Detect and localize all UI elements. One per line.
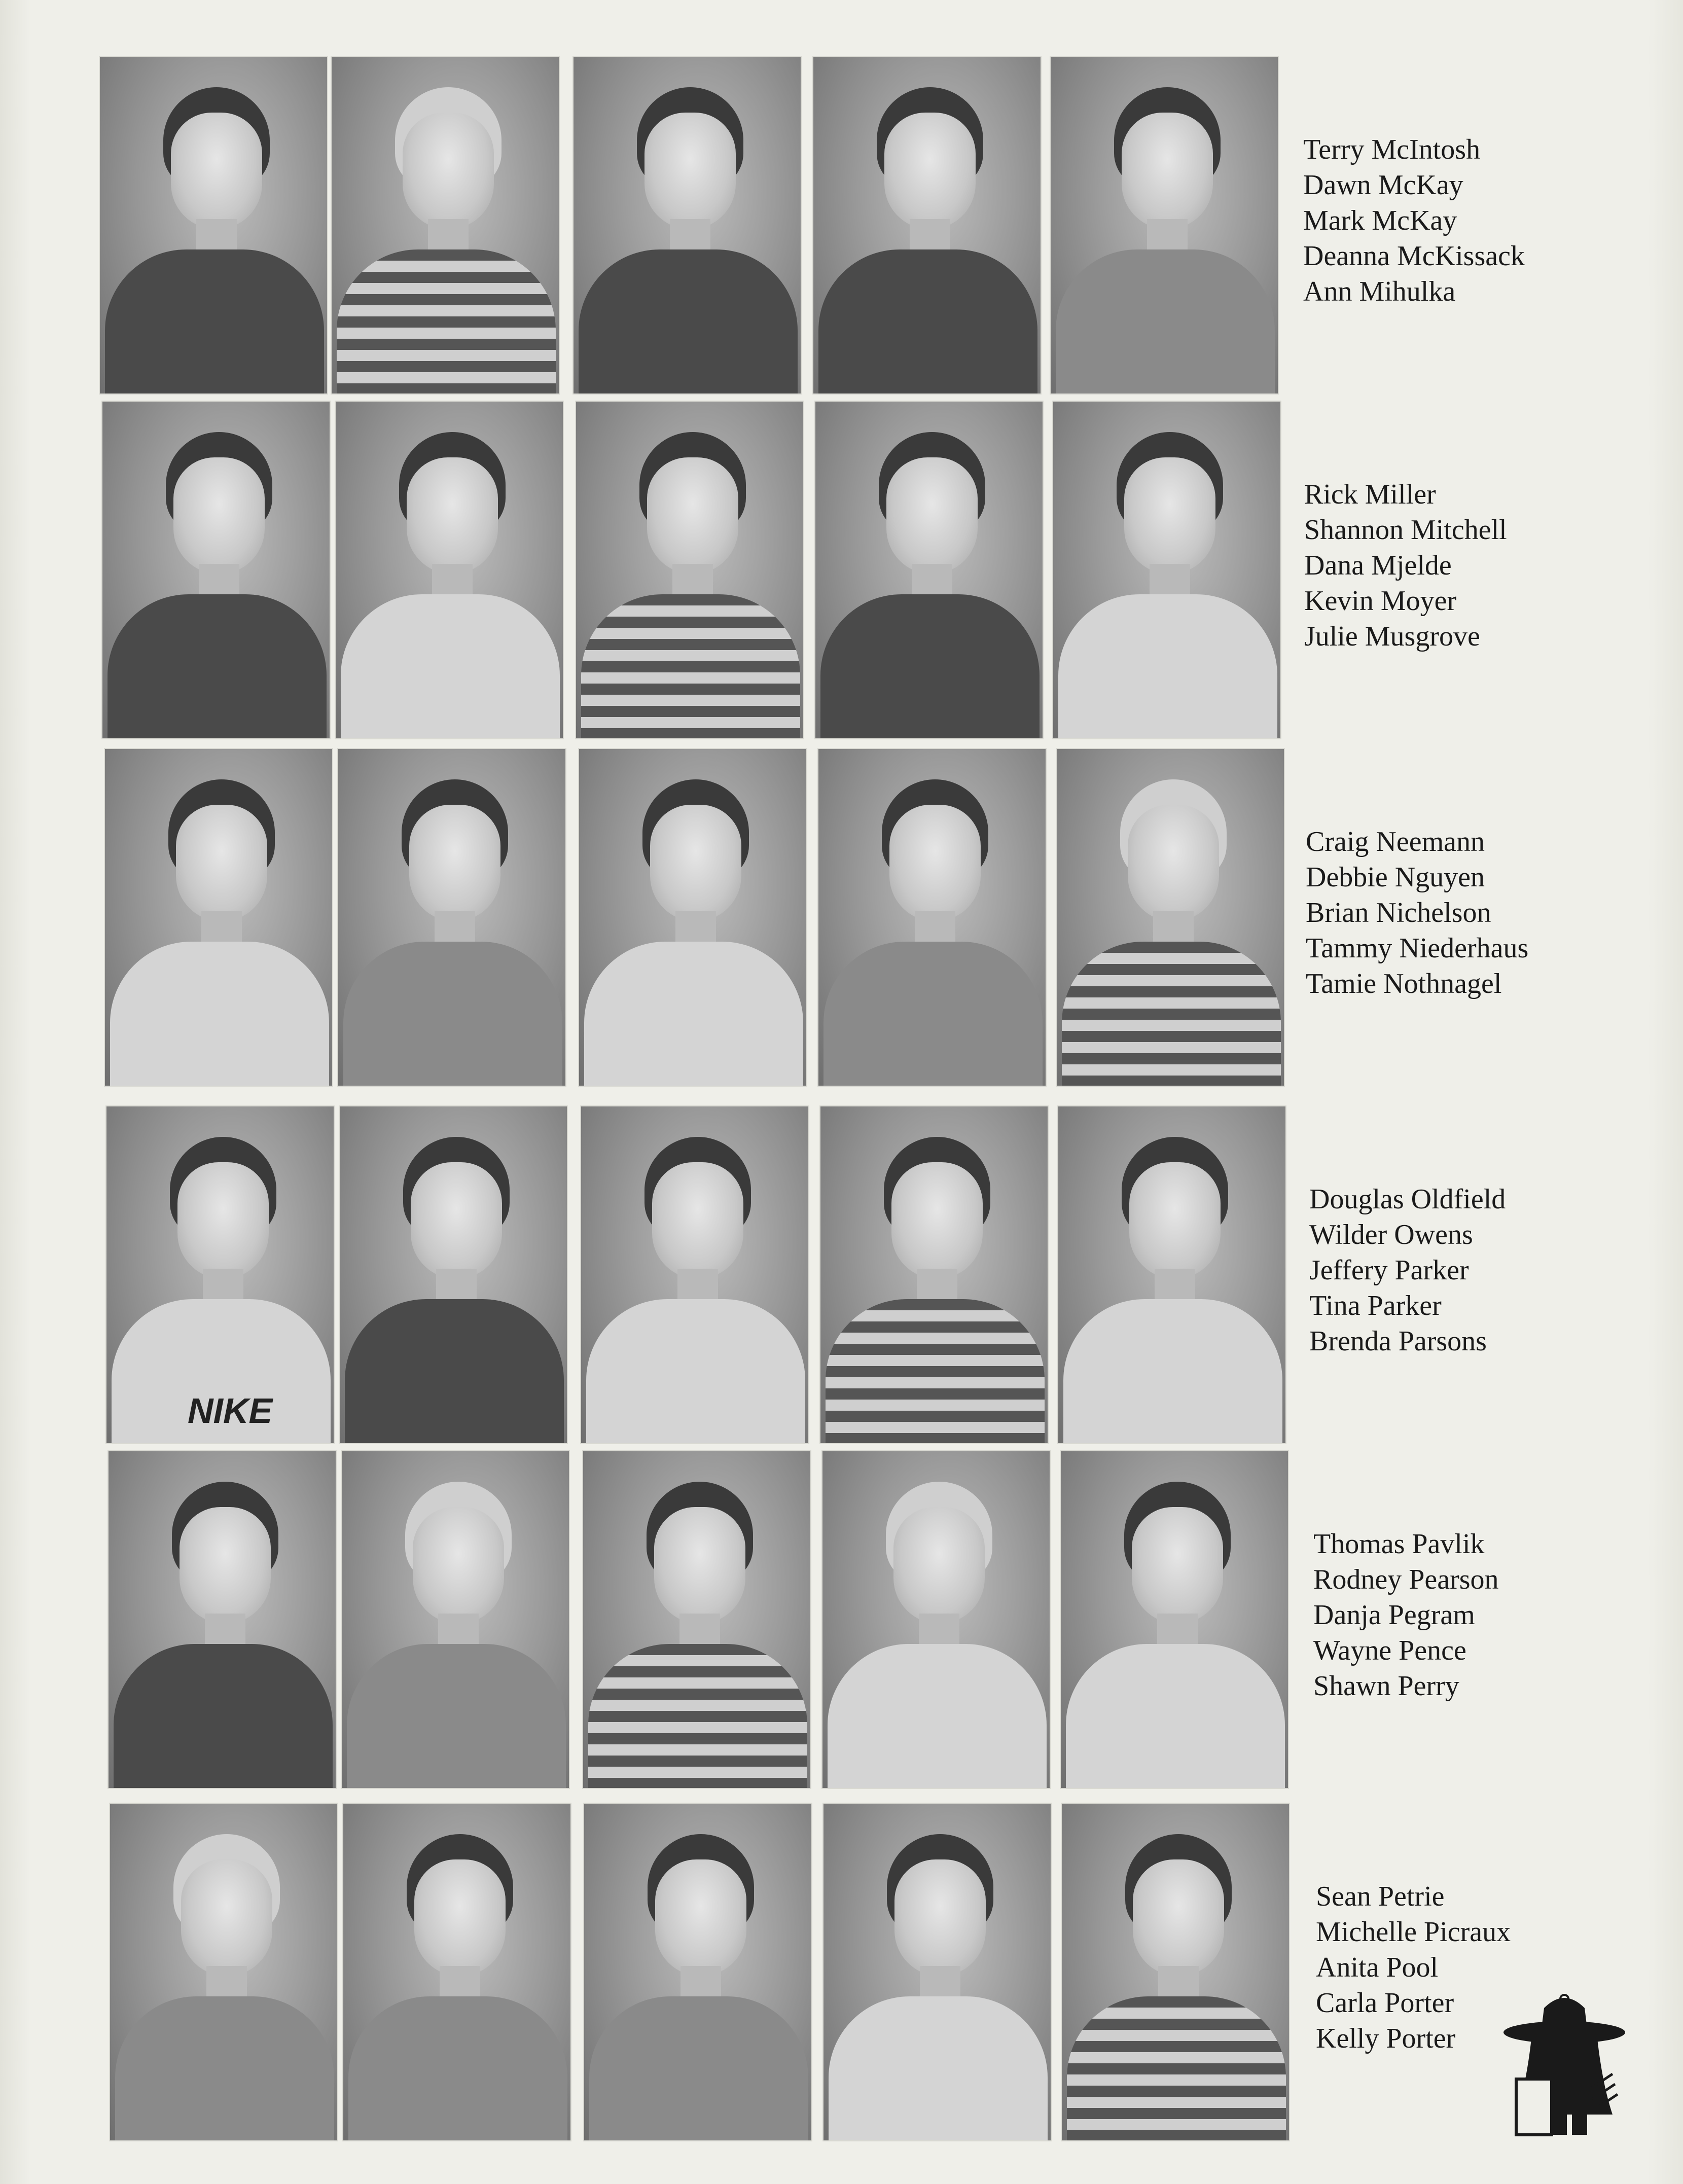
student-name: Douglas Oldfield <box>1309 1184 1506 1215</box>
portrait-row <box>0 56 1683 401</box>
portrait-photo <box>578 748 807 1087</box>
portrait-photo <box>812 56 1042 395</box>
name-list <box>1303 132 1587 309</box>
student-name: Mark McKay <box>1303 205 1457 236</box>
student-name: Carla Porter <box>1316 1987 1454 2019</box>
portrait-photo <box>339 1105 568 1444</box>
portrait-photo <box>101 401 331 739</box>
portrait-photo <box>337 748 566 1087</box>
student-name: Shannon Mitchell <box>1304 514 1507 546</box>
portrait-photo <box>1056 748 1285 1087</box>
student-name: Kelly Porter <box>1316 2023 1456 2054</box>
portrait-photo <box>105 1105 335 1444</box>
student-name: Tina Parker <box>1309 1290 1442 1321</box>
portrait-row <box>0 1450 1683 1795</box>
portrait-photo <box>572 56 802 395</box>
student-name: Deanna McKissack <box>1303 240 1525 272</box>
portrait-photo <box>1061 1803 1290 2141</box>
student-name: Shawn Perry <box>1313 1670 1459 1702</box>
student-name: Wilder Owens <box>1309 1219 1473 1250</box>
hat-wearing-figure-mascot-icon <box>1496 1988 1633 2150</box>
student-name: Terry McIntosh <box>1303 134 1481 165</box>
name-list <box>1306 824 1590 1001</box>
student-name: Rodney Pearson <box>1313 1564 1499 1595</box>
student-name: Dawn McKay <box>1303 169 1463 201</box>
portrait-photo <box>583 1803 812 2141</box>
portrait-photo <box>1050 56 1279 395</box>
portrait-photo <box>822 1803 1052 2141</box>
student-name: Ann Mihulka <box>1303 276 1456 307</box>
portrait-photo <box>342 1803 571 2141</box>
student-name: Brenda Parsons <box>1309 1326 1487 1357</box>
student-name: Tamie Nothnagel <box>1306 968 1502 999</box>
portrait-photo <box>1060 1450 1289 1789</box>
student-name: Brian Nichelson <box>1306 897 1491 928</box>
portrait-photo <box>1057 1105 1286 1444</box>
portrait-photo <box>1052 401 1281 739</box>
student-name: Kevin Moyer <box>1304 585 1457 617</box>
portrait-photo <box>335 401 564 739</box>
portrait-photo <box>104 748 333 1087</box>
student-name: Jeffery Parker <box>1309 1255 1469 1286</box>
student-name: Sean Petrie <box>1316 1881 1445 1912</box>
portrait-photo <box>575 401 804 739</box>
student-name: Danja Pegram <box>1313 1599 1475 1631</box>
student-name: Tammy Niederhaus <box>1306 933 1529 964</box>
name-list <box>1304 477 1588 654</box>
portrait-photo <box>819 1105 1049 1444</box>
student-name: Wayne Pence <box>1313 1635 1466 1666</box>
student-name: Craig Neemann <box>1306 826 1485 857</box>
portrait-photo <box>109 1803 338 2141</box>
portrait-photo <box>821 1450 1051 1789</box>
portrait-photo <box>817 748 1047 1087</box>
portrait-row <box>0 1105 1683 1450</box>
name-list <box>1309 1181 1593 1359</box>
student-name: Julie Musgrove <box>1304 621 1480 652</box>
portrait-photo <box>341 1450 570 1789</box>
portrait-photo <box>99 56 328 395</box>
student-name: Anita Pool <box>1316 1952 1439 1983</box>
portrait-photo <box>814 401 1044 739</box>
portrait-row <box>0 1803 1683 2147</box>
portrait-photo <box>580 1105 809 1444</box>
student-name: Michelle Picraux <box>1316 1916 1511 1948</box>
name-list <box>1313 1526 1597 1704</box>
shirt-logo-text: NIKE <box>188 1391 273 1430</box>
portrait-row <box>0 401 1683 745</box>
portrait-photo <box>582 1450 811 1789</box>
student-name: Debbie Nguyen <box>1306 862 1485 893</box>
portrait-photo <box>108 1450 337 1789</box>
portrait-photo <box>331 56 560 395</box>
student-name: Rick Miller <box>1304 479 1436 510</box>
student-name: Thomas Pavlik <box>1313 1528 1485 1560</box>
portrait-row <box>0 748 1683 1093</box>
student-name: Dana Mjelde <box>1304 550 1452 581</box>
